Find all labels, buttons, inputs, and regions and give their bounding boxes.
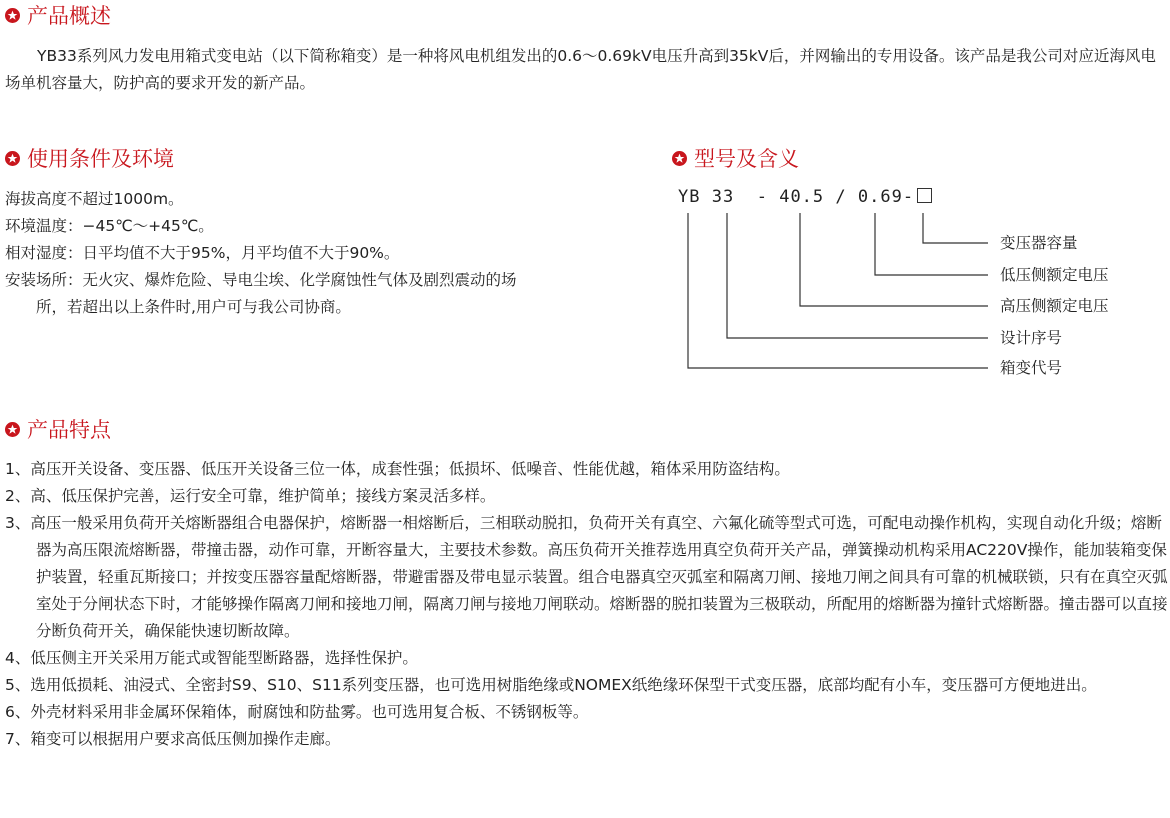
features-heading bbox=[5, 415, 111, 443]
conditions-title: 使用条件及环境 bbox=[27, 147, 174, 171]
feature-item: 7、箱变可以根据用户要求高低压侧加操作走廊。 bbox=[5, 730, 341, 748]
bracket-high-voltage bbox=[800, 213, 988, 306]
code-0-69: 0.69 bbox=[857, 187, 903, 207]
condition-location: 安装场所：无火灾、爆炸危险、导电尘埃、化学腐蚀性气体及剧烈震动的场 bbox=[5, 271, 517, 289]
label-box-code: 箱变代号 bbox=[1000, 359, 1063, 377]
overview-text: YB33系列风力发电用箱式变电站（以下简称箱变）是一种将风电机组发出的0.6～0.69kV电压升高到35kV后，并网输出的专用设备。该产品是我公司对应近海风电场单机容量大，防护高的要求开发的新产品。 bbox=[5, 47, 1156, 92]
code-dash-2: - bbox=[902, 187, 915, 207]
code-40-5: 40.5 bbox=[779, 187, 825, 207]
bracket-box-code bbox=[688, 213, 988, 368]
code-33: 33 bbox=[711, 187, 735, 207]
condition-humidity: 相对湿度：日平均值不大于95%，月平均值不大于90%。 bbox=[5, 244, 400, 262]
bracket-low-voltage bbox=[875, 213, 988, 275]
model-title: 型号及含义 bbox=[694, 147, 799, 171]
label-low-voltage: 低压侧额定电压 bbox=[1000, 266, 1109, 284]
features-list bbox=[5, 456, 1168, 753]
feature-item: 1、高压开关设备、变压器、低压开关设备三位一体，成套性强；低损坏、低噪音、性能优越，箱体采用防盗结构。 bbox=[5, 460, 790, 478]
condition-location-cont: 所，若超出以上条件时,用户可与我公司协商。 bbox=[36, 298, 351, 316]
label-high-voltage: 高压侧额定电压 bbox=[1000, 297, 1109, 315]
code-yb: YB bbox=[678, 187, 701, 207]
condition-temperature: 环境温度：−45℃～+45℃。 bbox=[5, 217, 214, 235]
label-design-serial: 设计序号 bbox=[1000, 329, 1063, 347]
code-slash: / bbox=[835, 187, 847, 207]
bracket-capacity bbox=[923, 213, 988, 243]
feature-item: 3、高压一般采用负荷开关熔断器组合电器保护，熔断器一相熔断后，三相联动脱扣，负荷开关有真空、六氟化硫等型式可选，可配电动操作机构，实现自动化升级；熔断器为高压限流熔断器，带撞击器，动作可靠，开断容量大，主要技术参数。高压负荷开关推荐选用真空负荷开关产品，弹簧操动机构采用AC220V操作，能加装箱变保护装置，轻重瓦斯接口；并按变压器容量配熔断器，带避雷器及带电显示装置。组合电器真空灭弧室和隔离刀闸、接地刀闸之间具有可靠的机械联锁，只有在真空灭弧室处于分闸状态下时，才能够操作隔离刀闸和接地刀闸，隔离刀闸与接地刀闸联动。熔断器的脱扣装置为三极联动，所配用的熔断器为撞针式熔断器。撞击器可以直接分断负荷开关，确保能快速切断故障。 bbox=[5, 514, 1168, 640]
condition-altitude: 海拔高度不超过1000m。 bbox=[5, 190, 184, 208]
star-badge-icon bbox=[5, 422, 20, 437]
features-title: 产品特点 bbox=[27, 418, 111, 442]
feature-item: 6、外壳材料采用非金属环保箱体，耐腐蚀和防盐雾。也可选用复合板、不锈钢板等。 bbox=[5, 703, 589, 721]
label-capacity: 变压器容量 bbox=[1000, 234, 1078, 252]
code-dash: - bbox=[756, 187, 768, 207]
overview-title: 产品概述 bbox=[27, 4, 111, 28]
feature-item: 2、高、低压保护完善，运行安全可靠，维护简单；接线方案灵活多样。 bbox=[5, 487, 496, 505]
feature-item: 4、低压侧主开关采用万能式或智能型断路器，选择性保护。 bbox=[5, 649, 418, 667]
feature-item: 5、选用低损耗、油浸式、全密封S9、S10、S11系列变压器，也可选用树脂绝缘或NOMEX纸绝缘环保型干式变压器，底部均配有小车，变压器可方便地进出。 bbox=[5, 676, 1097, 694]
